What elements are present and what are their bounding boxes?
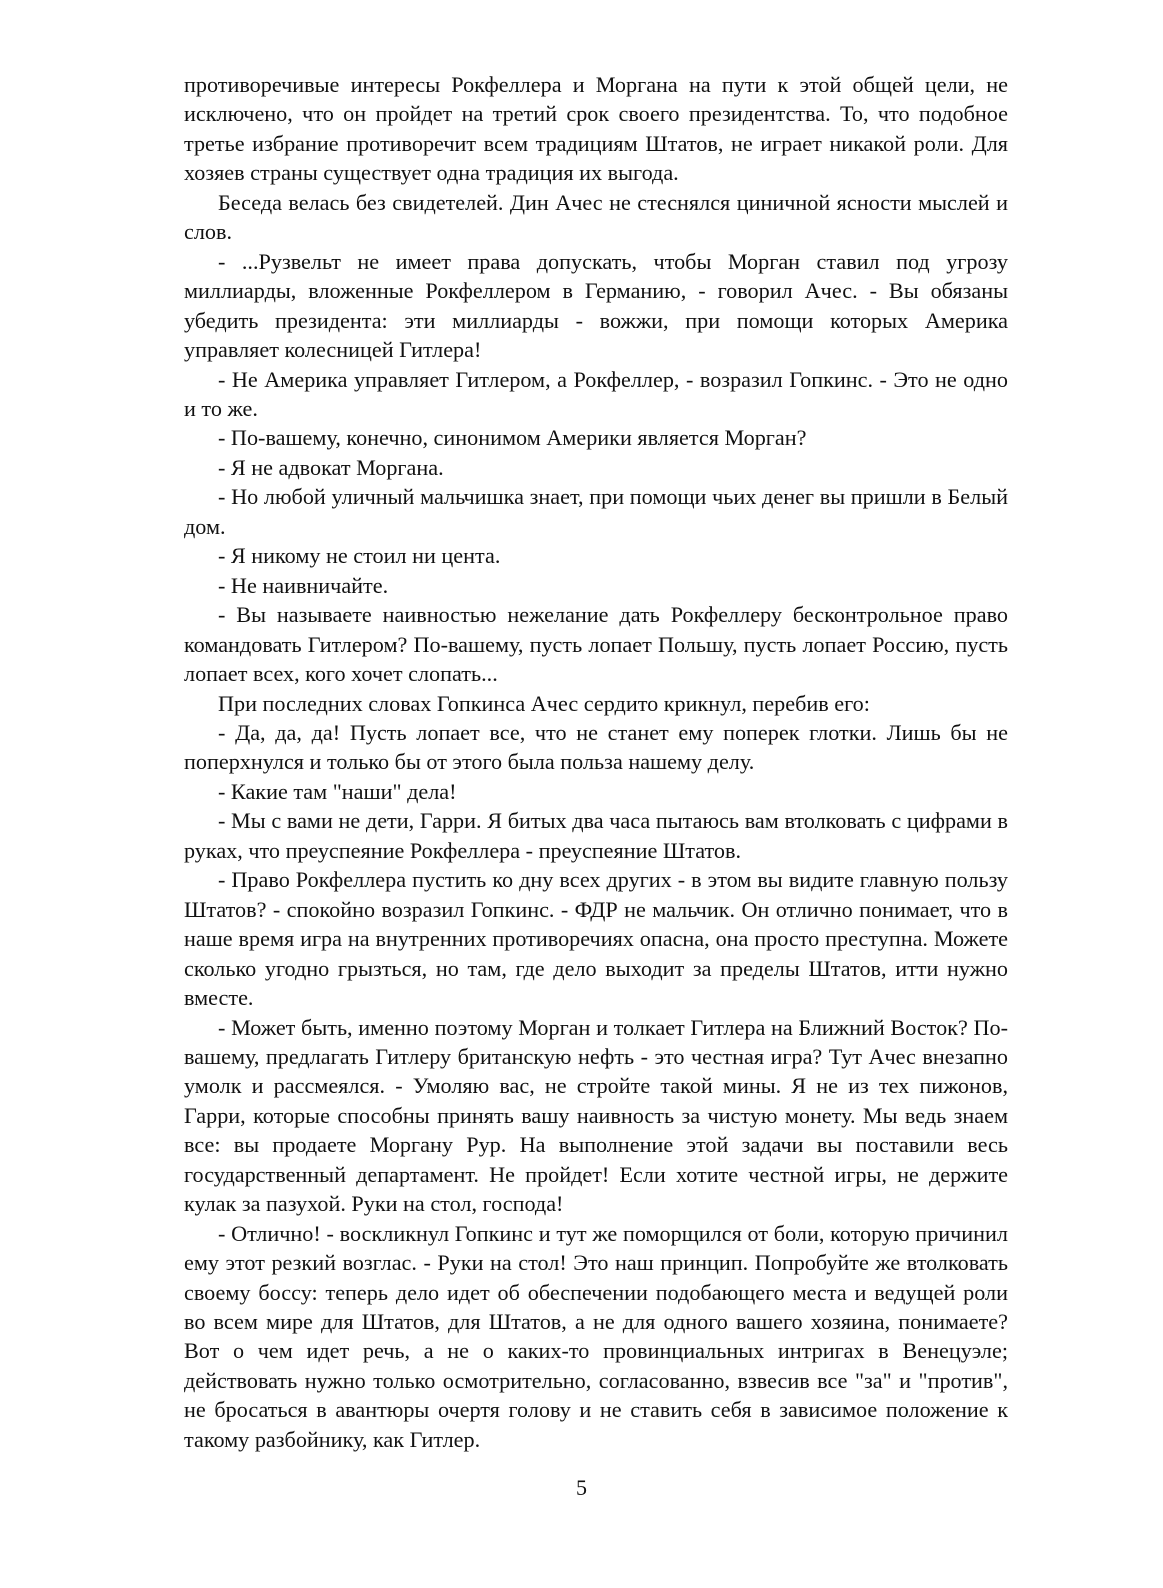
paragraph: - Но любой уличный мальчишка знает, при помощи чьих денег вы пришли в Белый дом. (184, 484, 1008, 539)
body-text (184, 70, 1008, 1454)
paragraph: - Право Рокфеллера пустить ко дну всех других - в этом вы видите главную пользу Штатов? - спокойно возразил Гопкинс. - ФДР не мальчик. Он отлично понимает, что в наше время игра на внутренних противоречиях опасна, она просто преступна. Можете сколько угодно грызться, но там, где дело выходит за пределы Штатов, итти нужно вместе. (184, 867, 1008, 1011)
paragraph: - Вы называете наивностью нежелание дать Рокфеллеру бесконтрольное право командовать Гитлером? По-вашему, пусть лопает Польшу, пусть лопает Россию, пусть лопает всех, кого хочет слопать... (184, 602, 1008, 687)
paragraph: - Я никому не стоил ни цента. (218, 543, 501, 569)
paragraph: - Отлично! - воскликнул Гопкинс и тут же поморщился от боли, которую причинил ему этот резкий возглас. - Руки на стол! Это наш принцип. Попробуйте же втолковать своему боссу: теперь дело идет об обеспечении подобающего места и ведущей роли во всем мире для Штатов, для Штатов, а не для одного вашего хозяина, понимаете? Вот о чем идет речь, а не о каких-то провинциальных интригах в Венецуэле; действовать нужно только осмотрительно, согласованно, взвесив все "за" и "против", не бросаться в авантюры очертя голову и не ставить себя в зависимое положение к такому разбойнику, как Гитлер. (184, 1220, 1008, 1452)
paragraph: противоречивые интересы Рокфеллера и Моргана на пути к этой общей цели, не исключено, что он пройдет на третий срок своего президентства. То, что подобное третье избрание противоречит всем традициям Штатов, не играет никакой роли. Для хозяев страны существует одна традиция их выгода. (184, 72, 1008, 186)
paragraph: - Не наивничайте. (218, 572, 389, 598)
paragraph: - Не Америка управляет Гитлером, а Рокфеллер, - возразил Гопкинс. - Это не одно и то же. (184, 366, 1008, 421)
paragraph: При последних словах Гопкинса Ачес сердито крикнул, перебив его: (218, 690, 870, 716)
page-number: 5 (576, 1475, 587, 1500)
paragraph: - Да, да, да! Пусть лопает все, что не станет ему поперек глотки. Лишь бы не поперхнулся и только бы от этого была польза нашему делу. (184, 719, 1008, 775)
paragraph: - ...Рузвельт не имеет права допускать, чтобы Морган ставил под угрозу миллиарды, вложенные Рокфеллером в Германию, - говорил Ачес. - Вы обязаны убедить президента: эти миллиарды - вожжи, при помощи которых Америка управляет колесницей Гитлера! (184, 248, 1008, 363)
paragraph: - Какие там "наши" дела! (218, 778, 457, 804)
paragraph: - Может быть, именно поэтому Морган и толкает Гитлера на Ближний Восток? По-вашему, предлагать Гитлеру британскую нефть - это честная игра? Тут Ачес внезапно умолк и рассмеялся. - Умоляю вас, не стройте такой мины. Я не из тех пижонов, Гарри, которые способны принять вашу наивность за чистую монету. Мы ведь знаем все: вы продаете Моргану Рур. На выполнение этой задачи вы поставили весь государственный департамент. Не пройдет! Если хотите честной игры, не держите кулак за пазухой. Руки на стол, господа! (184, 1014, 1008, 1217)
paragraph: - Мы с вами не дети, Гарри. Я битых два часа пытаюсь вам втолковать с цифрами в руках, что преуспеяние Рокфеллера - преуспеяние Штатов. (184, 808, 1008, 863)
paragraph: - Я не адвокат Моргана. (218, 454, 444, 480)
paragraph: - По-вашему, конечно, синонимом Америки является Морган? (218, 425, 807, 451)
paragraph: Беседа велась без свидетелей. Дин Ачес не стеснялся циничной ясности мыслей и слов. (184, 189, 1008, 245)
